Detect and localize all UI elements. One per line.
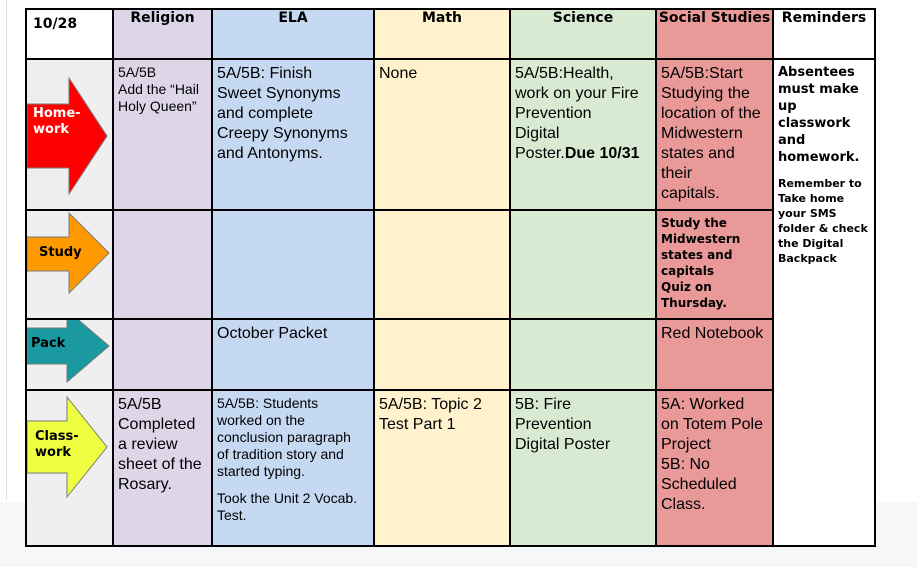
right-arrow-icon <box>27 320 113 390</box>
homework-label-cell <box>26 59 113 210</box>
right-arrow-icon <box>27 211 113 319</box>
header-row <box>26 9 875 59</box>
pack-label-cell <box>26 319 113 390</box>
ela-header: ELA <box>212 9 374 59</box>
classwork-row <box>26 390 875 546</box>
ela-study <box>212 210 374 319</box>
science-due-date: Due 10/31 <box>564 145 640 162</box>
math-homework: None <box>379 65 418 82</box>
religion-homework: 5A/5B Add the “Hail Holy Queen” <box>118 64 199 114</box>
pack-row <box>26 319 875 390</box>
ela-classwork: 5A/5B: Students worked on the conclusion paragraph of tradition story and started typing. <box>217 395 351 479</box>
reminder-sms-folder: Remember to Take home your SMS folder & check the Digital Backpack <box>778 177 868 265</box>
ela-vocab-test: Took the Unit 2 Vocab. Test. <box>217 490 358 523</box>
pack-label: Pack <box>31 336 66 351</box>
social-studies-header: Social Studies <box>656 9 773 59</box>
reminder-absentees: Absentees must make up classwork and homework. <box>778 65 860 165</box>
math-classwork: 5A/5B: Topic 2 Test Part 1 <box>379 396 482 433</box>
right-arrow-icon <box>27 391 113 546</box>
classwork-label-cell <box>26 390 113 546</box>
science-homework <box>511 60 655 164</box>
math-study <box>374 210 510 319</box>
math-pack <box>374 319 510 390</box>
homework-label: Home- work <box>33 106 81 137</box>
social-study: Study the Midwestern states and capitals Quiz on Thursday. <box>661 216 741 310</box>
social-pack: Red Notebook <box>661 325 764 342</box>
study-label-cell <box>26 210 113 319</box>
science-classwork: 5B: Fire Prevention Digital Poster <box>515 396 611 453</box>
date-header: 10/28 <box>26 9 113 59</box>
study-row <box>26 210 875 319</box>
weekly-plan-table <box>25 8 876 547</box>
religion-header: Religion <box>113 9 212 59</box>
ela-pack: October Packet <box>217 325 328 342</box>
social-homework: 5A/5B:Start Studying the location of the Midwestern states and their capitals. <box>661 65 761 202</box>
science-header: Science <box>510 9 656 59</box>
homework-row <box>26 59 875 210</box>
religion-study <box>113 210 212 319</box>
study-label: Study <box>39 245 82 260</box>
science-pack <box>510 319 656 390</box>
math-header: Math <box>374 9 510 59</box>
religion-classwork: 5A/5B Completed a review sheet of the Rosary. <box>118 396 202 493</box>
science-study <box>510 210 656 319</box>
religion-pack <box>113 319 212 390</box>
reminders-header: Reminders <box>773 9 875 59</box>
science-homework-text: 5A/5B:Health, work on your Fire Prevention Digital Poster. <box>515 65 639 162</box>
page-left-border <box>6 0 7 500</box>
classwork-label: Class- work <box>35 429 79 460</box>
social-classwork: 5A: Worked on Totem Pole Project 5B: No Scheduled Class. <box>661 396 763 513</box>
ela-homework: 5A/5B: Finish Sweet Synonyms and complete Creepy Synonyms and Antonyms. <box>217 65 348 162</box>
